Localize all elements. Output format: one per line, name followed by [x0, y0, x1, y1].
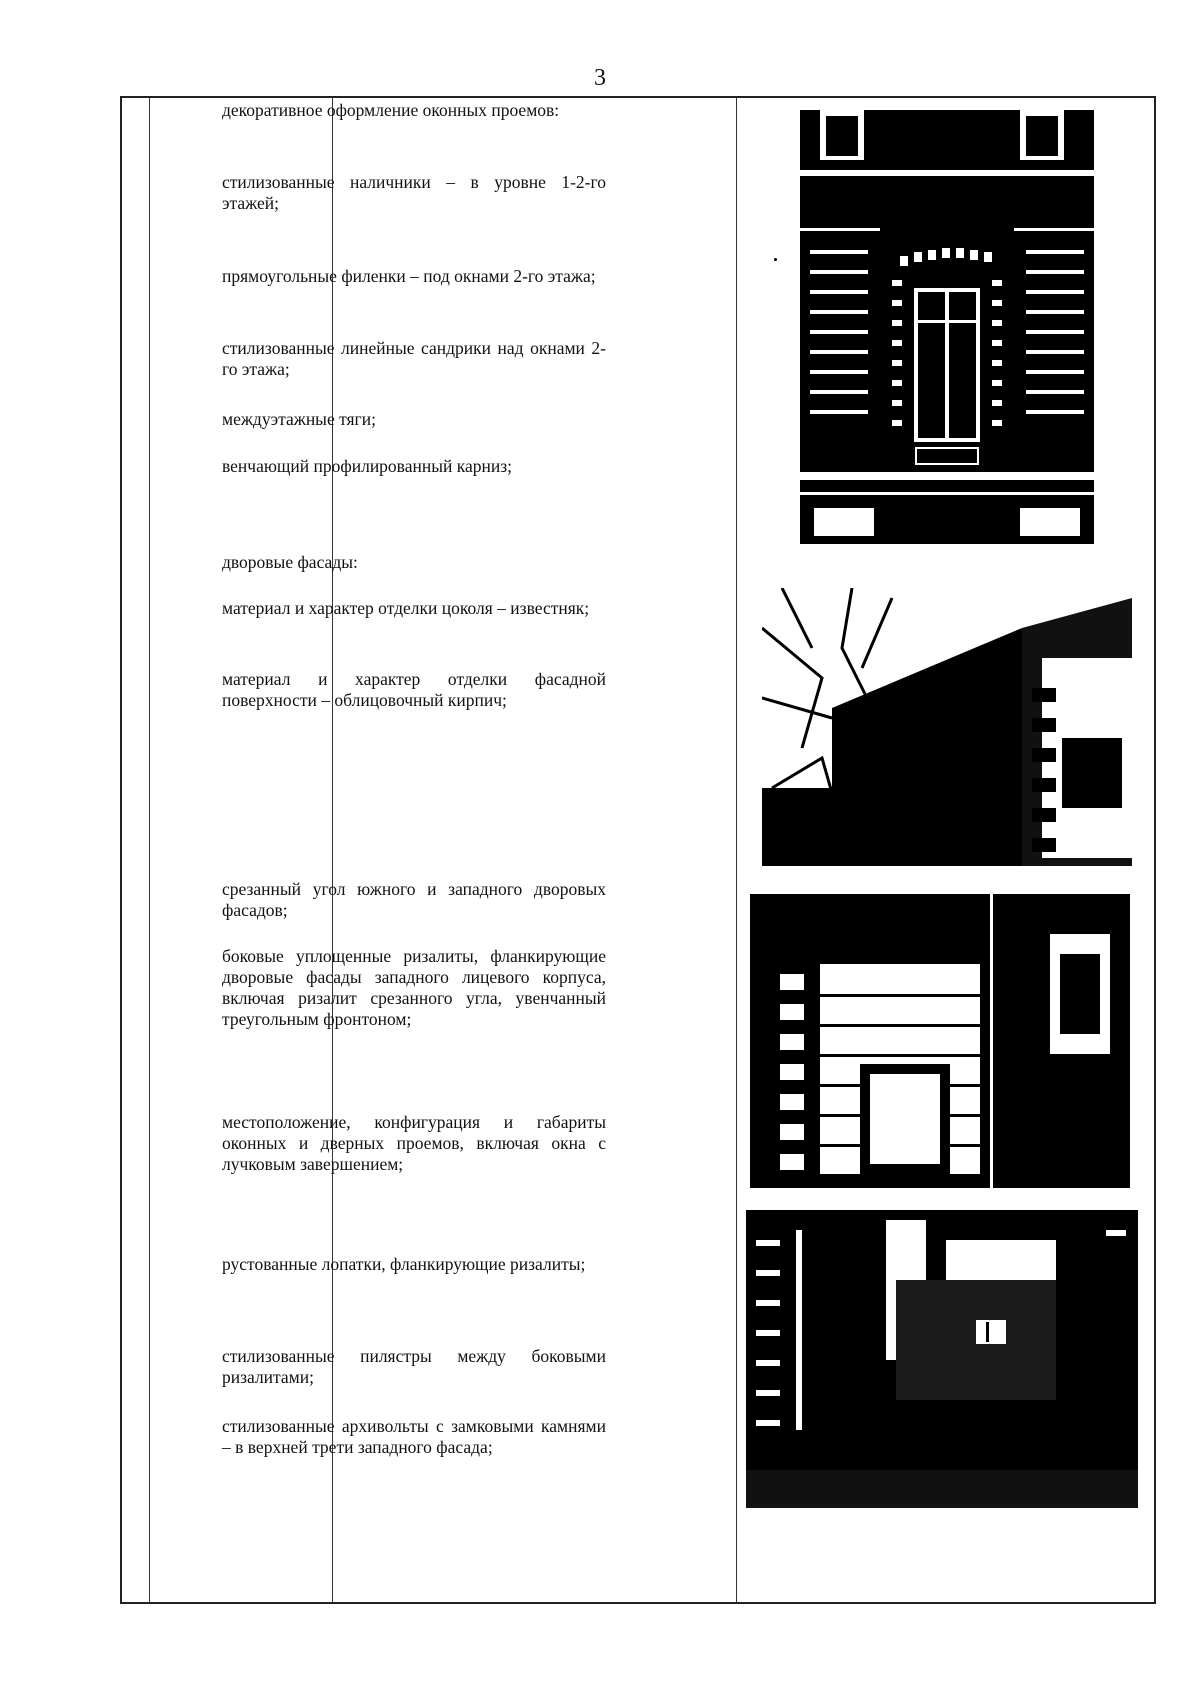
page-number: 3	[594, 65, 606, 91]
column-divider	[149, 98, 150, 1602]
risalit-facade-photo	[750, 894, 1130, 1188]
paragraph: срезанный угол южного и западного дворовых фасадов;	[222, 879, 606, 920]
facade-window-photo	[800, 110, 1094, 544]
paragraph: рустованные лопатки, фланкирующие ризалиты;	[222, 1254, 586, 1274]
paragraph: материал и характер отделки цоколя – известняк;	[222, 598, 590, 618]
paragraph: боковые уплощенные ризалиты, фланкирующие дворовые фасады западного лицевого корпуса, включая ризалит срезанного угла, увенчанный треугольным фронтоном;	[222, 946, 606, 1029]
paragraph: декоративное оформление оконных проемов:	[222, 100, 560, 120]
paragraph: стилизованные пилястры между боковыми ризалитами;	[222, 1346, 606, 1387]
paragraph: венчающий профилированный карниз;	[222, 456, 512, 476]
paragraph: стилизованные архивольты с замковыми камнями – в верхней трети западного фасада;	[222, 1416, 606, 1457]
scan-dot	[774, 258, 777, 261]
paragraph: местоположение, конфигурация и габариты оконных и дверных проемов, включая окна с лучковым завершением;	[222, 1112, 606, 1174]
courtyard-corner-photo	[762, 588, 1132, 866]
paragraph: стилизованные наличники – в уровне 1-2-го этажей;	[222, 172, 606, 213]
paragraph: междуэтажные тяги;	[222, 409, 376, 429]
paragraph: дворовые фасады:	[222, 552, 358, 572]
paragraph: материал и характер отделки фасадной поверхности – облицовочный кирпич;	[222, 669, 606, 710]
courtyard-pilasters-photo	[746, 1210, 1138, 1508]
paragraph: прямоугольные филенки – под окнами 2-го этажа;	[222, 266, 596, 286]
paragraph: стилизованные линейные сандрики над окнами 2-го этажа;	[222, 338, 606, 379]
column-divider	[736, 98, 737, 1602]
